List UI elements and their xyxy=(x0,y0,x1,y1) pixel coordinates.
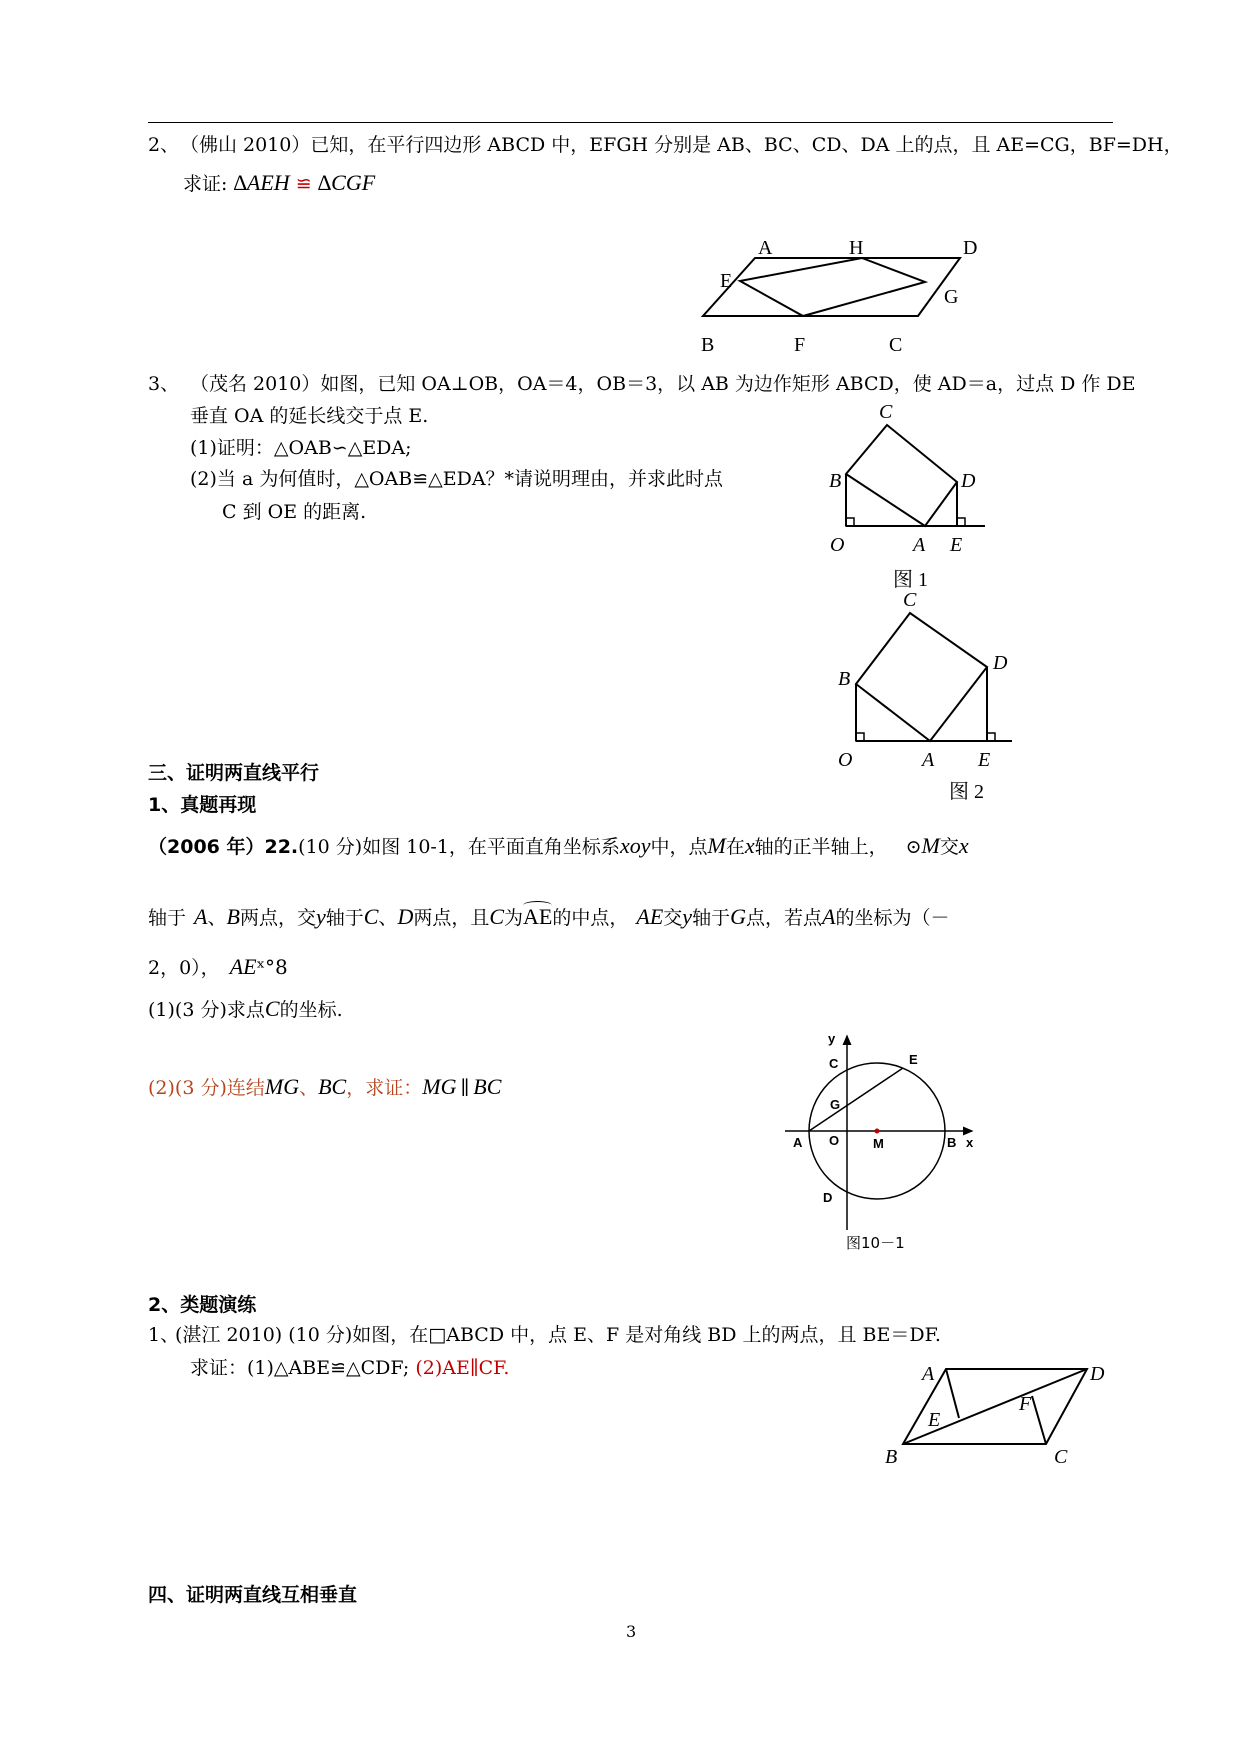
fig10-1-label-d: D xyxy=(823,1190,833,1205)
q-year: （2006 年）22. xyxy=(148,836,299,858)
q3-line2: 垂直 OA 的延长线交于点 E. xyxy=(190,405,429,427)
q3-fig1-label-c: C xyxy=(879,401,893,423)
q3-fig1-label-e: E xyxy=(950,534,963,556)
q-line1a: (10 分)如图 10-1，在平面直角坐标系 xyxy=(298,836,620,858)
q2-label-e: E xyxy=(720,270,733,292)
q-line1d: 轴的正半轴上， xyxy=(754,836,888,858)
q3-fig2-label-d: D xyxy=(993,652,1008,674)
exercise-line2-red: (2)AE∥CF. xyxy=(415,1357,510,1379)
q3-fig1-label-a: A xyxy=(913,534,926,556)
section4-title: 四、证明两直线互相垂直 xyxy=(148,1584,358,1606)
q3-fig1-caption: 图 1 xyxy=(893,569,928,591)
q-line2c: 轴于 xyxy=(325,907,364,929)
q2-label-f: F xyxy=(794,334,806,356)
q2-label-d: D xyxy=(963,237,978,259)
q-y: y xyxy=(315,904,326,929)
q-m2: M xyxy=(921,833,940,858)
q-d: D xyxy=(397,904,414,929)
q2-prove-left: ∆AEH xyxy=(233,170,290,195)
q-line1b: 中，点 xyxy=(650,836,708,858)
p2par: ∥ xyxy=(460,1077,470,1099)
q3-line1: （茂名 2010）如图，已知 OA⊥OB，OA＝4，OB＝3，以 AB 为边作矩形 ABCD，使 AD＝a，过点 D 作 DE xyxy=(190,373,1136,395)
q3-fig1-label-o: O xyxy=(830,534,845,556)
exercise-line2-text: 求证：(1)△ABE≌△CDF; xyxy=(190,1357,410,1379)
exercise-line1: (湛江 2010) (10 分)如图，在□ABCD 中，点 E、F 是对角线 BD 上的两点，且 BE＝DF. xyxy=(175,1324,941,1346)
q2-line1: （佛山 2010）已知，在平行四边形 ABCD 中，EFGH 分别是 AB、BC、CD、DA 上的点，且 AE=CG，BF=DH， xyxy=(180,134,1183,156)
q2-number: 2、 xyxy=(148,134,180,156)
q-c2: C xyxy=(489,904,505,929)
fig10-1-label-m: M xyxy=(873,1136,884,1151)
q3-fig2-caption: 图 2 xyxy=(949,781,984,803)
fig10-1-label-e: E xyxy=(909,1052,918,1067)
q3-fig2-label-a: A xyxy=(922,749,935,771)
q2-label-g: G xyxy=(944,286,959,308)
q-ae2: AE xyxy=(229,954,257,979)
q-xoy: xoy xyxy=(619,833,651,858)
p2bc2: BC xyxy=(473,1074,502,1099)
fig10-1-label-c: C xyxy=(829,1056,839,1071)
q-c: C xyxy=(363,904,379,929)
q-line2f: 的中点， xyxy=(552,907,629,929)
q3-fig2-label-o: O xyxy=(838,749,853,771)
p2sep: 、 xyxy=(299,1077,319,1099)
page-number: 3 xyxy=(626,1622,637,1641)
fig10-1-label-x: x xyxy=(966,1135,974,1150)
q3-fig1-label-b: B xyxy=(829,470,842,492)
q-y2: y xyxy=(682,904,693,929)
exercise-label-d: D xyxy=(1090,1363,1105,1385)
q-line2j: 的坐标为（－ xyxy=(835,907,950,929)
q-line3a: 2，0）， xyxy=(148,957,220,979)
q3-part2b: C 到 OE 的距离. xyxy=(222,501,367,523)
p2mg: MG xyxy=(264,1074,300,1099)
q2-label-c: C xyxy=(889,334,903,356)
q-a2: A xyxy=(821,904,836,929)
q2-label-a: A xyxy=(758,237,773,259)
fig10-1-label-o: O xyxy=(829,1133,840,1148)
q-line2g: 交 xyxy=(663,907,683,929)
q-b: B xyxy=(226,904,240,929)
q-line1e: 交 xyxy=(939,836,959,858)
p2bc: BC xyxy=(318,1074,347,1099)
p2a: (2)(3 分)连结 xyxy=(148,1077,265,1099)
fig10-1-label-g: G xyxy=(830,1097,841,1112)
section3-sub2: 2、类题演练 xyxy=(148,1294,257,1316)
q-sep: 、 xyxy=(207,907,227,929)
q3-fig2-label-b: B xyxy=(838,668,851,690)
exercise-number: 1、 xyxy=(148,1324,180,1346)
q-ae: AE xyxy=(636,904,664,929)
exercise-label-e: E xyxy=(928,1409,941,1431)
exercise-label-c: C xyxy=(1054,1446,1068,1468)
p1c: C xyxy=(264,996,280,1021)
q3-fig1-label-d: D xyxy=(961,470,976,492)
fig10-1-label-b: B xyxy=(947,1135,957,1150)
q3-part2a: (2)当 a 为何值时，△OAB≌△EDA？*请说明理由，并求此时点 xyxy=(190,468,724,490)
exercise-label-f: F xyxy=(1019,1393,1032,1415)
q2-prove-right: ∆CGF xyxy=(317,170,376,195)
q2-prove-cong: ≌ xyxy=(295,173,312,195)
q-x: x xyxy=(744,833,755,858)
q2-prove-prefix: 求证: xyxy=(183,173,228,195)
q-a: A xyxy=(194,904,208,929)
q-m: M xyxy=(707,833,726,858)
q-line2a: 轴于 xyxy=(148,907,187,929)
p2mg2: MG xyxy=(422,1074,457,1099)
q-line1c: 在 xyxy=(725,836,745,858)
q-arc-text: AE xyxy=(523,904,553,929)
q2-label-b: B xyxy=(701,334,715,356)
q-line2b: 两点，交 xyxy=(239,907,316,929)
q-odot: ⊙ xyxy=(905,836,922,858)
section3-title: 三、证明两直线平行 xyxy=(148,762,320,784)
q-sep2: 、 xyxy=(378,907,398,929)
q-line2h: 轴于 xyxy=(692,907,731,929)
q3-number: 3、 xyxy=(148,373,180,395)
q3-fig2-label-e: E xyxy=(978,749,991,771)
q-line2d: 两点，且 xyxy=(413,907,490,929)
q-x2: x xyxy=(958,833,969,858)
q-g: G xyxy=(730,904,746,929)
fig10-1-caption: 图10－1 xyxy=(846,1234,905,1252)
q3-part1: (1)证明：△OAB∽△EDA; xyxy=(190,437,412,459)
q-garble: ˣ°8 xyxy=(256,955,288,979)
exercise-label-b: B xyxy=(885,1446,898,1468)
fig10-1-label-a: A xyxy=(793,1135,803,1150)
q-line2i: 点，若点 xyxy=(745,907,822,929)
q3-fig2-label-c: C xyxy=(903,589,917,611)
p1a: (1)(3 分)求点 xyxy=(148,999,265,1021)
section3-sub1: 1、真题再现 xyxy=(148,794,257,816)
exercise-label-a: A xyxy=(922,1363,935,1385)
p1b: 的坐标. xyxy=(279,999,343,1021)
q2-label-h: H xyxy=(849,237,864,259)
fig10-1-label-y: y xyxy=(828,1031,836,1046)
q-line2e: 为 xyxy=(504,907,524,929)
p2b: ，求证： xyxy=(346,1077,423,1099)
